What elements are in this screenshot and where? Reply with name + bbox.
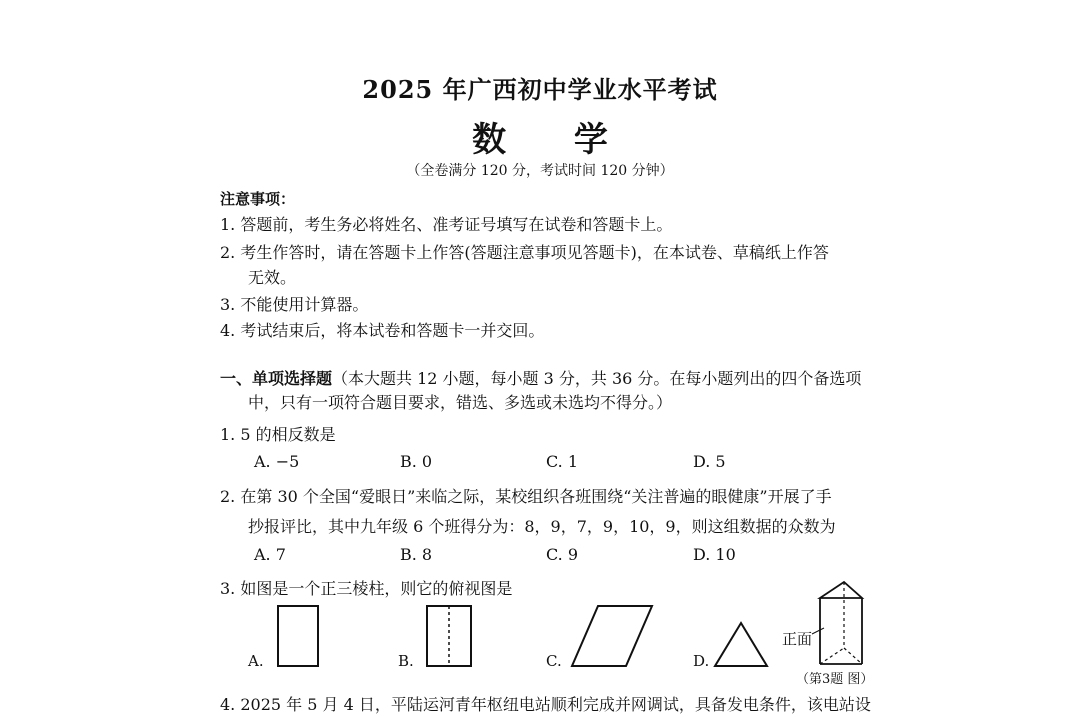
section-title-rest: （本大题共 12 小题，每小题 3 分，共 36 分。在每小题列出的四个备选项 xyxy=(332,369,862,388)
subject-title: 数 学 xyxy=(472,120,636,160)
q2-option-c: C. 9 xyxy=(546,545,579,564)
question-4-stem: 4. 2025 年 5 月 4 日，平陆运河青年枢纽电站顺利完成并网调试，具备发电条件，该电站设 xyxy=(220,695,871,714)
question-3-stem: 3. 如图是一个正三棱柱，则它的俯视图是 xyxy=(220,579,513,598)
figure-caption: （第3题 图） xyxy=(796,672,874,687)
q3-figure-b-rectangle-dashed xyxy=(425,604,475,670)
score-note: （全卷满分 120 分，考试时间 120 分钟） xyxy=(406,163,674,179)
notice-heading: 注意事项： xyxy=(220,190,296,208)
section-title-line2: 中，只有一项符合题目要求，错选、多选或未选均不得分。） xyxy=(248,393,673,412)
q3-option-c: C. xyxy=(546,652,562,670)
q1-option-c: C. 1 xyxy=(546,452,579,471)
section-title xyxy=(220,366,861,389)
section-title-bold: 一、单项选择题 xyxy=(220,369,333,388)
q2-option-b: B. 8 xyxy=(400,545,433,564)
q3-figure-d-triangle xyxy=(712,620,770,670)
exam-title: 2025 年广西初中学业水平考试 xyxy=(362,75,718,104)
prism-figure xyxy=(810,578,870,670)
q3-option-a: A. xyxy=(248,652,264,670)
question-1-stem: 1. 5 的相反数是 xyxy=(220,425,336,444)
q2-option-d: D. 10 xyxy=(693,545,736,564)
q3-option-b: B. xyxy=(398,652,414,670)
notice-item-1: 1. 答题前，考生务必将姓名、准考证号填写在试卷和答题卡上。 xyxy=(220,215,673,234)
notice-item-2-cont: 无效。 xyxy=(248,268,297,287)
q3-figure-a-rectangle xyxy=(276,604,322,670)
q1-option-b: B. 0 xyxy=(400,452,433,471)
notice-item-3: 3. 不能使用计算器。 xyxy=(220,295,369,314)
question-2-stem-cont: 抄报评比，其中九年级 6 个班得分为：8，9，7，9，10，9，则这组数据的众数为 xyxy=(248,517,836,536)
q3-option-d: D. xyxy=(693,652,710,670)
q3-figure-c-parallelogram xyxy=(570,604,656,670)
prism-front-label: 正面 xyxy=(782,630,813,648)
q1-option-d: D. 5 xyxy=(693,452,726,471)
question-2-stem: 2. 在第 30 个全国“爱眼日”来临之际，某校组织各班围绕“关注普遍的眼健康”开展了手 xyxy=(220,487,832,506)
notice-item-2: 2. 考生作答时，请在答题卡上作答(答题注意事项见答题卡)，在本试卷、草稿纸上作答 xyxy=(220,243,829,262)
q1-option-a: A. −5 xyxy=(254,452,300,471)
notice-item-4: 4. 考试结束后，将本试卷和答题卡一并交回。 xyxy=(220,321,545,340)
q2-option-a: A. 7 xyxy=(254,545,286,564)
